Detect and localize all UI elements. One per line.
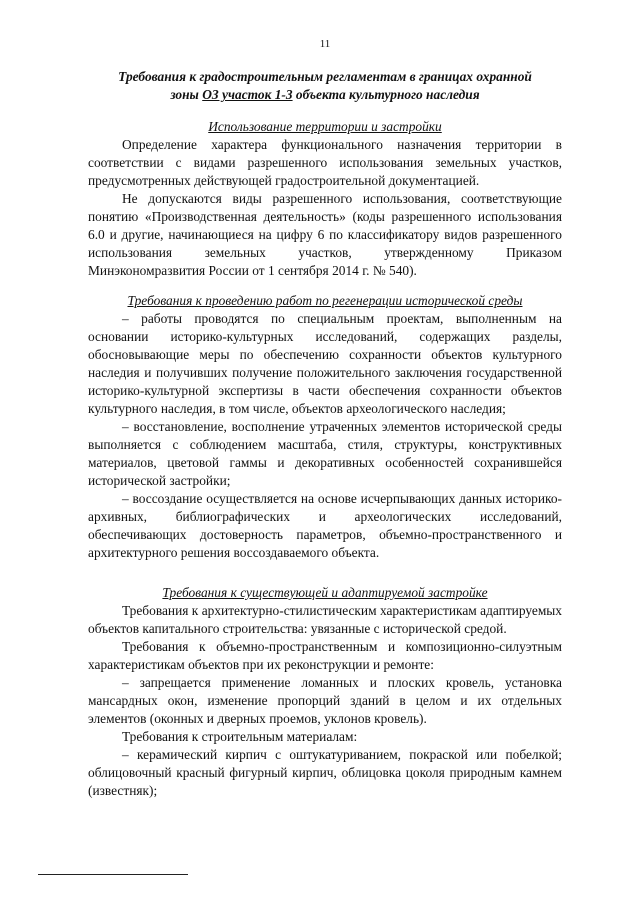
title-zone-code: ОЗ участок 1-3 bbox=[202, 87, 293, 102]
paragraph: Определение характера функционального назначения территории в соответствии с видами разрешенного использования земельных участков, предусмотренных действующей градостроительной документацией. bbox=[88, 137, 562, 188]
paragraph: Требования к строительным материалам: bbox=[122, 729, 358, 744]
page-number: 11 bbox=[319, 38, 331, 50]
section-regeneration bbox=[88, 292, 562, 562]
section-territory-use bbox=[88, 118, 562, 280]
title-line-2-pre: зоны bbox=[170, 87, 203, 102]
list-item: – запрещается применение ломанных и плоских кровель, установка мансардных окон, изменение пропорций зданий в целом и их отдельных элементов (оконных и дверных проемов, уклонов кровель). bbox=[88, 675, 562, 726]
section-heading: Использование территории и застройки bbox=[208, 119, 442, 134]
list-item: – керамический кирпич с оштукатуриванием, покраской или побелкой; облицовочный красный фигурный кирпич, облицовка цоколя природным камнем (известняк); bbox=[88, 747, 562, 798]
footnote-separator bbox=[38, 874, 188, 875]
paragraph: Требования к объемно-пространственным и композиционно-силуэтным характеристикам объектов при их реконструкции и ремонте: bbox=[88, 639, 562, 672]
paragraph: Требования к архитектурно-стилистическим характеристикам адаптируемых объектов капитального строительства: увязанные с исторической средой. bbox=[88, 603, 562, 636]
section-heading: Требования к проведению работ по регенерации исторической среды bbox=[127, 293, 523, 308]
list-item: – воссоздание осуществляется на основе исчерпывающих данных историко-архивных, библиографических и археологических исследований, обеспечивающих достоверность параметров, объемно-пространственного и архитектурного решения воссоздаваемого объекта. bbox=[88, 491, 562, 560]
paragraph: Не допускаются виды разрешенного использования, соответствующие понятию «Производственная деятельность» (коды разрешенного использования 6.0 и другие, начинающиеся на цифру 6 по классификатору видов разрешенного использования земельных участков, утвержденному Приказом Минэкономразвития России от 1 сентября 2014 г. № 540). bbox=[88, 191, 562, 278]
list-item: – восстановление, восполнение утраченных элементов исторической среды выполняется с соблюдением масштаба, стиля, структуры, конструктивных материалов, цветовой гаммы и декоративных особенностей сохранившейся исторической застройки; bbox=[88, 419, 562, 488]
section-heading: Требования к существующей и адаптируемой застройке bbox=[162, 585, 488, 600]
title-line-2-post: объекта культурного наследия bbox=[292, 87, 480, 102]
title-line-1: Требования к градостроительным регламентам в границах охранной bbox=[118, 69, 532, 84]
list-item: – работы проводятся по специальным проектам, выполненным на основании историко-культурных исследований, содержащих разделы, обосновывающие меры по обеспечению сохранности объектов культурного наследия и получивших получение положительного заключения государственной историко-культурной экспертизы в части обеспечения сохранности объектов культурного наследия, в том числе, объектов археологического наследия; bbox=[88, 311, 562, 416]
document-title bbox=[88, 68, 562, 104]
section-existing-buildings bbox=[88, 584, 562, 800]
